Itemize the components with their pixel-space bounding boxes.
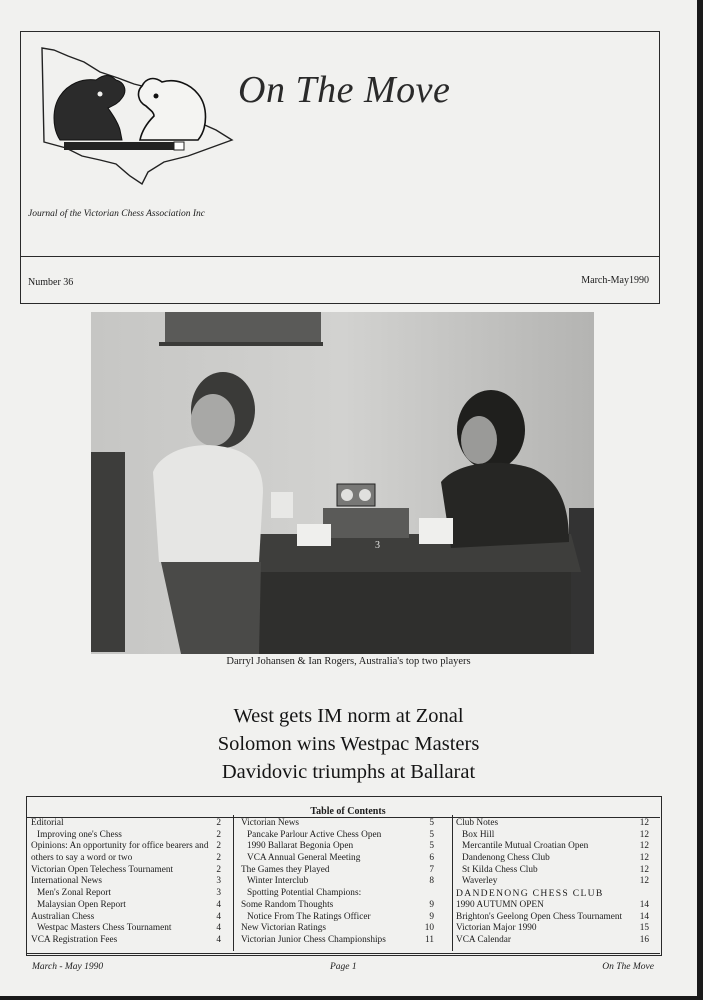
toc-entry-label: Dandenong Chess Club bbox=[462, 853, 550, 864]
toc-entry-label: VCA Annual General Meeting bbox=[247, 853, 361, 864]
toc-entry-label: Club Notes bbox=[456, 818, 499, 828]
toc-column-1 bbox=[31, 818, 221, 947]
toc-entry-page: 4 bbox=[216, 899, 221, 910]
toc-entry-page: 2 bbox=[216, 864, 221, 875]
toc-entry bbox=[241, 900, 434, 912]
toc-entry-page: 4 bbox=[216, 934, 221, 945]
toc-entry-page: 2 bbox=[216, 818, 221, 828]
toc-entry bbox=[456, 841, 649, 853]
toc-entry-page: 12 bbox=[639, 853, 649, 864]
toc-entry bbox=[31, 876, 221, 888]
toc-entry-label: Victorian Junior Chess Championships bbox=[241, 934, 386, 945]
toc-entry bbox=[456, 900, 649, 912]
vca-logo bbox=[38, 44, 238, 189]
toc-entry-label: St Kilda Chess Club bbox=[462, 864, 538, 875]
toc-entry-label: Victorian News bbox=[241, 818, 300, 828]
toc-entry-label: Australian Chess bbox=[31, 911, 95, 922]
toc-entry-page: 4 bbox=[216, 911, 221, 922]
toc-entry-page: 2 bbox=[216, 829, 221, 840]
knight-black-icon bbox=[54, 76, 125, 141]
footer-divider bbox=[26, 953, 660, 954]
toc-entry bbox=[456, 888, 649, 900]
toc-entry-label: Mercantile Mutual Croatian Open bbox=[462, 841, 589, 852]
toc-entry bbox=[456, 935, 649, 947]
toc-entry bbox=[31, 853, 221, 865]
toc-entry-label: International News bbox=[31, 876, 102, 887]
toc-entry-page: 12 bbox=[639, 876, 649, 887]
issue-number: Number 36 bbox=[28, 277, 74, 288]
toc-entry-label: The Games they Played bbox=[241, 864, 330, 875]
toc-entry bbox=[456, 830, 649, 842]
toc-entry-label: DANDENONG CHESS CLUB bbox=[456, 888, 604, 900]
toc-title: Table of Contents bbox=[310, 806, 386, 817]
toc-entry-label: Brighton's Geelong Open Chess Tournament bbox=[456, 911, 623, 922]
toc-entry-label: Winter Interclub bbox=[247, 876, 309, 887]
chess-board bbox=[323, 508, 409, 538]
headline-1: West gets IM norm at Zonal bbox=[233, 705, 464, 727]
masthead-divider bbox=[20, 256, 660, 257]
toc-entry bbox=[241, 912, 434, 924]
toc-entry-page: 3 bbox=[216, 876, 221, 887]
toc-entry-label: New Victorian Ratings bbox=[241, 923, 326, 934]
toc-entry-label: 1990 AUTUMN OPEN bbox=[456, 899, 544, 910]
toc-entry-page: 9 bbox=[429, 899, 434, 910]
toc-entry-label: 1990 Ballarat Begonia Open bbox=[247, 841, 354, 852]
footer-page: Page 1 bbox=[330, 962, 357, 972]
toc-column-divider-1 bbox=[233, 815, 234, 951]
toc-entry-page: 8 bbox=[429, 876, 434, 887]
toc-entry bbox=[456, 876, 649, 888]
toc-entry-page: 9 bbox=[429, 911, 434, 922]
toc-entry-label: Some Random Thoughts bbox=[241, 899, 334, 910]
toc-entry-page: 3 bbox=[216, 888, 221, 899]
toc-entry bbox=[241, 876, 434, 888]
toc-entry-label: Victorian Major 1990 bbox=[456, 923, 537, 934]
footer-date: March - May 1990 bbox=[32, 962, 104, 972]
toc-entry-page: 11 bbox=[425, 934, 434, 945]
toc-entry-page: 4 bbox=[216, 923, 221, 934]
toc-entry-label: Pancake Parlour Active Chess Open bbox=[247, 829, 382, 840]
toc-entry-page: 2 bbox=[216, 853, 221, 864]
toc-entry bbox=[456, 923, 649, 935]
toc-entry-label: Opinions: An opportunity for office bearers and bbox=[31, 841, 209, 852]
toc-entry bbox=[241, 865, 434, 877]
toc-entry-label: Westpac Masters Chess Tournament bbox=[37, 923, 172, 934]
toc-entry-page: 14 bbox=[639, 911, 649, 922]
name-card-right bbox=[419, 518, 453, 544]
toc-entry bbox=[31, 841, 221, 853]
toc-entry-label: Improving one's Chess bbox=[37, 829, 122, 840]
toc-entry-page: 5 bbox=[429, 841, 434, 852]
toc-column-3 bbox=[456, 818, 649, 947]
toc-entry bbox=[31, 935, 221, 947]
issue-date: March-May1990 bbox=[581, 275, 649, 286]
toc-column-2 bbox=[241, 818, 434, 947]
logo-board-bar bbox=[64, 142, 174, 150]
toc-entry-label: Victorian Open Telechess Tournament bbox=[31, 864, 174, 875]
toc-entry-label: VCA Calendar bbox=[456, 934, 511, 945]
toc-entry bbox=[241, 841, 434, 853]
toc-entry bbox=[456, 818, 649, 830]
photo-caption: Darryl Johansen & Ian Rogers, Australia's top two players bbox=[226, 656, 471, 667]
toc-entry-label: VCA Registration Fees bbox=[31, 934, 118, 945]
toc-entry-label: Men's Zonal Report bbox=[37, 888, 111, 899]
headline-3: Davidovic triumphs at Ballarat bbox=[221, 761, 476, 783]
toc-entry-page: 14 bbox=[639, 899, 649, 910]
toc-entry bbox=[31, 888, 221, 900]
toc-entry-page: 12 bbox=[639, 818, 649, 828]
player-left-body bbox=[153, 445, 263, 562]
toc-entry bbox=[31, 900, 221, 912]
toc-entry-page: 12 bbox=[639, 864, 649, 875]
toc-entry-label: Waverley bbox=[462, 876, 498, 887]
name-card-left bbox=[297, 524, 331, 546]
toc-entry bbox=[241, 935, 434, 947]
toc-entry bbox=[31, 830, 221, 842]
toc-entry-page: 7 bbox=[429, 864, 434, 875]
table-number: 3 bbox=[375, 540, 380, 551]
toc-entry-page: 10 bbox=[424, 923, 434, 934]
toc-entry bbox=[456, 912, 649, 924]
toc-entry-page: 16 bbox=[639, 934, 649, 945]
toc-entry-label: Notice From The Ratings Officer bbox=[247, 911, 371, 922]
toc-entry bbox=[456, 853, 649, 865]
toc-entry-label: Spotting Potential Champions: bbox=[247, 888, 362, 899]
toc-column-divider-2 bbox=[452, 815, 453, 951]
toc-entry bbox=[31, 912, 221, 924]
toc-entry bbox=[31, 923, 221, 935]
toc-entry-page: 6 bbox=[429, 853, 434, 864]
toc-entry bbox=[456, 865, 649, 877]
headline-2: Solomon wins Westpac Masters bbox=[217, 733, 480, 755]
journal-subtitle: Journal of the Victorian Chess Association Inc bbox=[28, 209, 205, 219]
toc-entry bbox=[241, 888, 434, 900]
toc-entry-page: 5 bbox=[429, 818, 434, 828]
toc-entry bbox=[241, 818, 434, 830]
toc-entry bbox=[241, 923, 434, 935]
footer-title: On The Move bbox=[602, 962, 654, 972]
toc-entry-page: 15 bbox=[639, 923, 649, 934]
toc-entry-label: others to say a word or two bbox=[31, 853, 133, 864]
toc-entry-page: 2 bbox=[216, 841, 221, 852]
toc-entry bbox=[31, 865, 221, 877]
cover-photo bbox=[91, 312, 594, 654]
toc-entry-label: Editorial bbox=[31, 818, 64, 828]
toc-entry-page: 12 bbox=[639, 829, 649, 840]
toc-entry-page: 5 bbox=[429, 829, 434, 840]
toc-entry-label: Box Hill bbox=[462, 829, 495, 840]
toc-entry bbox=[241, 853, 434, 865]
journal-title: On The Move bbox=[238, 69, 451, 111]
chair-left bbox=[91, 452, 125, 652]
window-blind bbox=[165, 312, 321, 344]
toc-entry-label: Malaysian Open Report bbox=[37, 899, 126, 910]
knight-white-icon bbox=[139, 79, 206, 140]
toc-entry-page: 12 bbox=[639, 841, 649, 852]
toc-entry bbox=[31, 818, 221, 830]
toc-entry bbox=[241, 830, 434, 842]
